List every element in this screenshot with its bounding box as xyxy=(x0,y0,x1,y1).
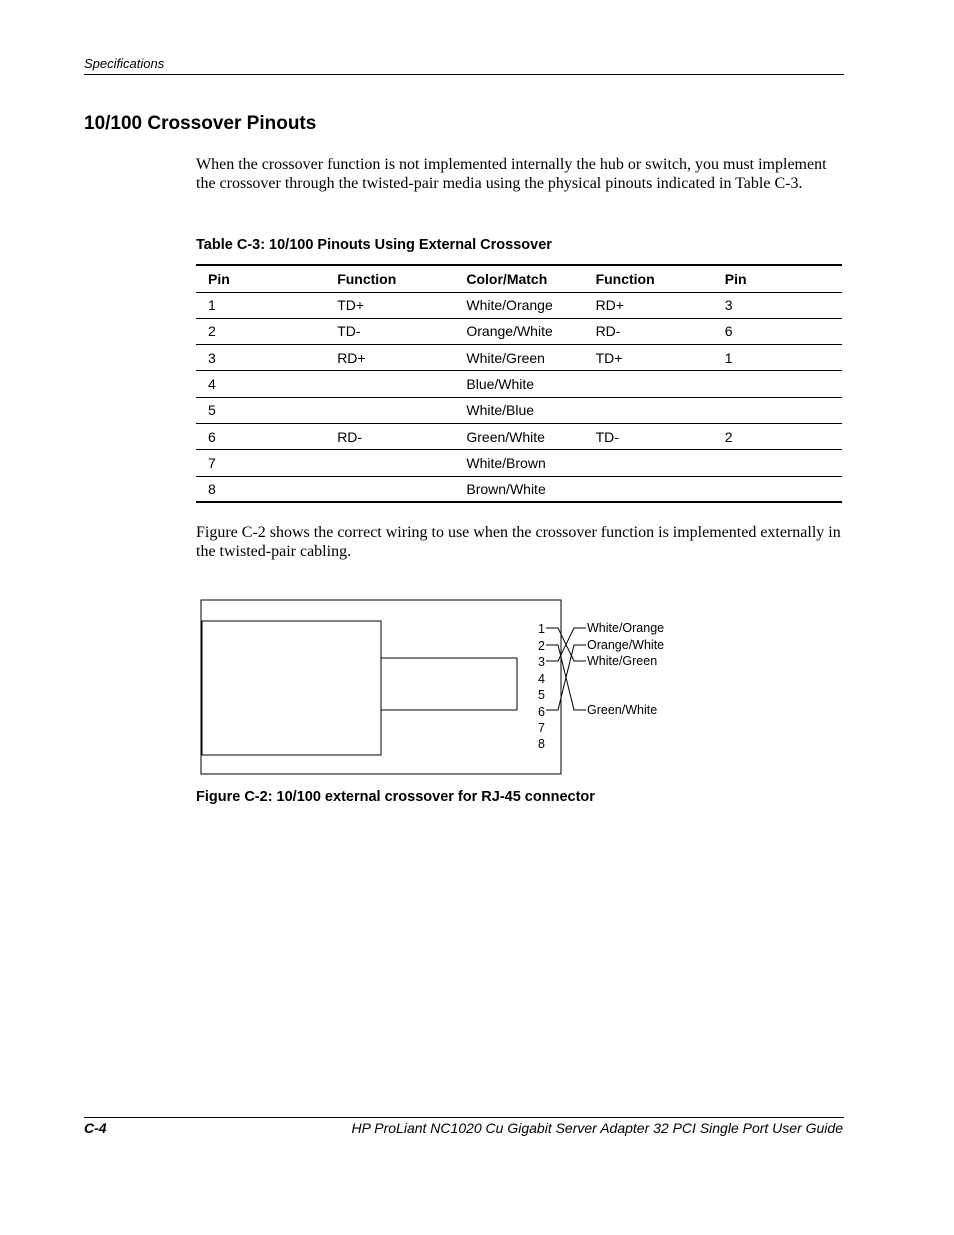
figure-intro-paragraph: Figure C-2 shows the correct wiring to use when the crossover function is implemented externally in the twisted-pair cabling. xyxy=(196,524,841,560)
header-color-match: Color/Match xyxy=(454,265,583,292)
table-cell: RD+ xyxy=(325,345,454,371)
pin-number: 7 xyxy=(538,721,545,735)
pin-number: 4 xyxy=(538,672,545,686)
intro-paragraph: When the crossover function is not implemented internally the hub or switch, you must implement the crossover through the twisted-pair media using the physical pinouts indicated in Table C-3. xyxy=(196,156,827,192)
table-row xyxy=(196,476,842,502)
table-row xyxy=(196,292,842,318)
header-pin-right: Pin xyxy=(713,265,842,292)
running-header xyxy=(84,56,844,75)
table-row xyxy=(196,318,842,344)
pin-number: 3 xyxy=(538,655,545,669)
wire-label: White/Green xyxy=(587,654,658,668)
table-cell xyxy=(713,450,842,476)
table-cell: Brown/White xyxy=(454,476,583,502)
wire-pin6 xyxy=(546,645,586,710)
table-cell: 6 xyxy=(713,318,842,344)
table-cell xyxy=(325,476,454,502)
table-cell: TD- xyxy=(584,423,713,449)
table-row xyxy=(196,423,842,449)
header-pin-left: Pin xyxy=(196,265,325,292)
table-cell: 1 xyxy=(196,292,325,318)
crossover-figure xyxy=(196,580,686,780)
table-cell: RD+ xyxy=(584,292,713,318)
wire-label: Orange/White xyxy=(587,638,665,652)
table-cell xyxy=(584,371,713,397)
table-cell: TD+ xyxy=(325,292,454,318)
table-cell: Orange/White xyxy=(454,318,583,344)
crossover-wires xyxy=(546,628,586,710)
table-cell xyxy=(325,371,454,397)
table-header-row xyxy=(196,265,842,292)
table-cell xyxy=(325,397,454,423)
table-cell: TD+ xyxy=(584,345,713,371)
footer-document-title: HP ProLiant NC1020 Cu Gigabit Server Adapter 32 PCI Single Port User Guide xyxy=(351,1120,843,1136)
table-cell: 4 xyxy=(196,371,325,397)
section-title: 10/100 Crossover Pinouts xyxy=(84,113,317,134)
table-caption: Table C-3: 10/100 Pinouts Using External Crossover xyxy=(196,237,552,253)
table-cell xyxy=(713,397,842,423)
table-row xyxy=(196,345,842,371)
connector-body xyxy=(202,621,381,755)
table-cell xyxy=(584,476,713,502)
pin-number: 5 xyxy=(538,688,545,702)
table-cell: 3 xyxy=(196,345,325,371)
header-function-left: Function xyxy=(325,265,454,292)
table-cell xyxy=(584,450,713,476)
footer-rule xyxy=(84,1117,844,1118)
running-header-title: Specifications xyxy=(84,56,165,71)
table-cell: 2 xyxy=(196,318,325,344)
table-cell: TD- xyxy=(325,318,454,344)
table-cell: Blue/White xyxy=(454,371,583,397)
table-cell: White/Blue xyxy=(454,397,583,423)
wire-label: White/Orange xyxy=(587,621,665,635)
table-cell: 3 xyxy=(713,292,842,318)
table-cell xyxy=(584,397,713,423)
table-cell: 1 xyxy=(713,345,842,371)
pin-number: 6 xyxy=(538,705,545,719)
table-cell: 8 xyxy=(196,476,325,502)
header-function-right: Function xyxy=(584,265,713,292)
table-row xyxy=(196,371,842,397)
table-row xyxy=(196,450,842,476)
table-cell xyxy=(713,476,842,502)
table-cell: White/Brown xyxy=(454,450,583,476)
table-cell: 6 xyxy=(196,423,325,449)
table-cell: White/Orange xyxy=(454,292,583,318)
table-cell: RD- xyxy=(584,318,713,344)
pin-number: 8 xyxy=(538,737,545,751)
connector-plug xyxy=(381,658,517,710)
table-cell: 7 xyxy=(196,450,325,476)
table-cell: 2 xyxy=(713,423,842,449)
table-cell: White/Green xyxy=(454,345,583,371)
table-cell xyxy=(713,371,842,397)
table-row xyxy=(196,397,842,423)
pinout-table xyxy=(196,264,842,503)
table-cell xyxy=(325,450,454,476)
table-cell: Green/White xyxy=(454,423,583,449)
table-cell: RD- xyxy=(325,423,454,449)
footer-page-number: C-4 xyxy=(84,1120,107,1136)
pin-number: 1 xyxy=(538,622,545,636)
table-cell: 5 xyxy=(196,397,325,423)
pin-number: 2 xyxy=(538,639,545,653)
figure-caption: Figure C-2: 10/100 external crossover for RJ-45 connector xyxy=(196,789,595,805)
wire-label: Green/White xyxy=(587,703,658,717)
